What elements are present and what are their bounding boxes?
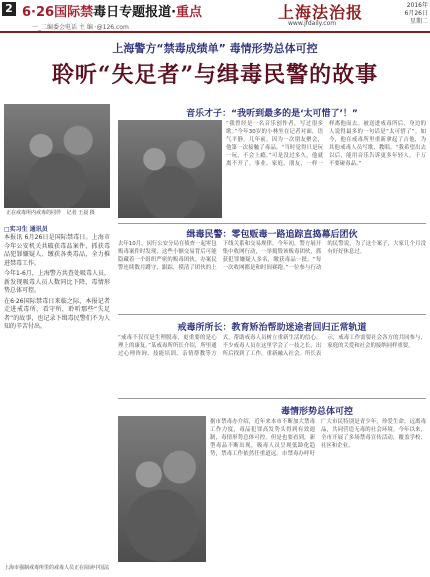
issue-date	[380, 2, 428, 26]
left-photo-caption	[6, 210, 110, 217]
section-3-text: “戒毒不仅仅是生理脱毒，更重要的是心理上的康复。”某戒毒所所长介绍，所里通过心理咨询、技能培训、亲情帮教等方式，帮助戒毒人员树立重新生活的信心。不少戒毒人员在这里学会了一技之长，出所后找到了工作，重新融入社会。所长表示，戒毒工作需要社会各方的共同参与，家庭的关爱和社会的接纳同样重要。	[118, 335, 426, 357]
left-column	[4, 104, 110, 573]
left-paragraph: 今年1-6月，上海警方共查处吸毒人员，新发现吸毒人员人数同比下降，毒情形势总体可控。	[4, 270, 110, 294]
issue-weekday: 星期二	[409, 18, 428, 25]
section-title	[22, 1, 202, 19]
left-photo-caption-text: 正在戒毒所内戒毒的同伴	[6, 210, 62, 216]
left-paragraph: 本报讯 6月26日是国际禁毒日。上海市今年公安机关共破获毒品案件、抓获毒品犯罪嫌疑人、缴获各类毒品，全力推进禁毒工作。	[4, 234, 110, 267]
section-2-text: 去年10月，闵行公安分局在侦查一起零包贩毒案件时发现，这些小额交易背后可能隐藏着一个组织严密的贩毒团伙。办案民警连续数月蹲守、跟踪，摸清了团伙的上下线关系和交易规律。今年初，警方展开集中收网行动，一举捣毁该贩毒团伙，抓获犯罪嫌疑人多名，缴获毒品一批。“每一次收网都是和时间赛跑。”一位参与行动的民警说，为了这个案子，大家几个月没有好好休息过。	[118, 241, 426, 271]
section-1-text: “我曾经是一名音乐创作者，写过很多歌。”今年30岁的小林坐在记者对面，语气平静。几年前，因为一次朋友聚会，他第一次接触了毒品。“当时觉得只是玩一玩，不会上瘾。”可是没过多久，他就离不开了。事业、家庭、朋友，一样一样离他而去。被送进戒毒所后，身边的人说得最多的一句话是“太可惜了”。如今，他在戒毒所里重新拿起了吉他，为其他戒毒人员写歌、教唱。“我希望出去以后，能用音乐告诉更多年轻人，千万不要碰毒品。”	[226, 121, 426, 167]
section-1-article	[226, 120, 426, 220]
newspaper-logo: 上海法治报	[278, 3, 364, 22]
masthead	[0, 0, 430, 32]
section-heading-3: 戒毒所所长：教育矫治帮助迷途者回归正常轨道	[177, 323, 367, 333]
section-heading-4: 毒情形势总体可控	[280, 407, 353, 417]
main-headline: 聆听“失足者”与缉毒民警的故事	[51, 62, 379, 88]
left-paragraph: 在6·26国际禁毒日来临之际，本报记者走进戒毒所、看守所，聆听那些“失足者”的故事，也记录下缉毒民警们不为人知的辛苦付出。	[4, 297, 110, 330]
issue-day: 6月26日	[404, 10, 428, 17]
section-title-prefix: 6·26国际禁	[22, 5, 94, 20]
left-photo	[4, 104, 110, 208]
section-title-mid: 毒日专题报道·	[93, 5, 177, 20]
newspaper-url: www.jfdaily.com	[288, 20, 337, 27]
section-1-photo	[118, 120, 222, 218]
section-4-article	[210, 418, 426, 562]
section-heading-1: 音乐才子：“我听到最多的是‘太可惜了’！”	[186, 109, 358, 119]
editor-contact: 一_二编委会电话 主 编 ·@126.com	[32, 24, 129, 31]
section-divider	[118, 398, 426, 399]
section-divider	[118, 314, 426, 315]
section-3-article	[118, 334, 426, 394]
issue-year: 2016年	[406, 2, 428, 9]
section-4-photo-caption: 上海市强制戒毒所里的戒毒人员正在阅读中国法	[4, 565, 110, 571]
left-photo-credit: 记者 王晨 摄	[66, 210, 95, 216]
masthead-rule	[0, 31, 430, 33]
section-heading-2: 缉毒民警：零包贩毒一路追踪直捣幕后团伙	[186, 230, 358, 240]
section-4-photo	[118, 416, 206, 562]
kicker-headline: 上海警方“禁毒成绩单” 毒情形势总体可控	[112, 42, 318, 55]
section-4-text: 据市禁毒办介绍，近年来本市不断加大禁毒工作力度，毒品犯罪高发势头得到有效遏制，毒情形势总体可控。但是也要看到，新型毒品不断出现，吸毒人员呈现低龄化趋势，禁毒工作依然任重道远。市禁毒办呼吁广大市民特别是青少年，珍爱生命，远离毒品，共同营造无毒的社会环境。今年以来，全市开展了多场禁毒宣传活动，覆盖学校、社区和企业。	[210, 419, 426, 457]
section-2-article	[118, 240, 426, 310]
left-byline: □实习生 通讯员	[4, 226, 48, 233]
section-divider	[118, 223, 426, 224]
page-number: 2	[2, 2, 16, 16]
section-title-suffix: 重点	[176, 5, 203, 20]
left-article	[4, 234, 110, 334]
